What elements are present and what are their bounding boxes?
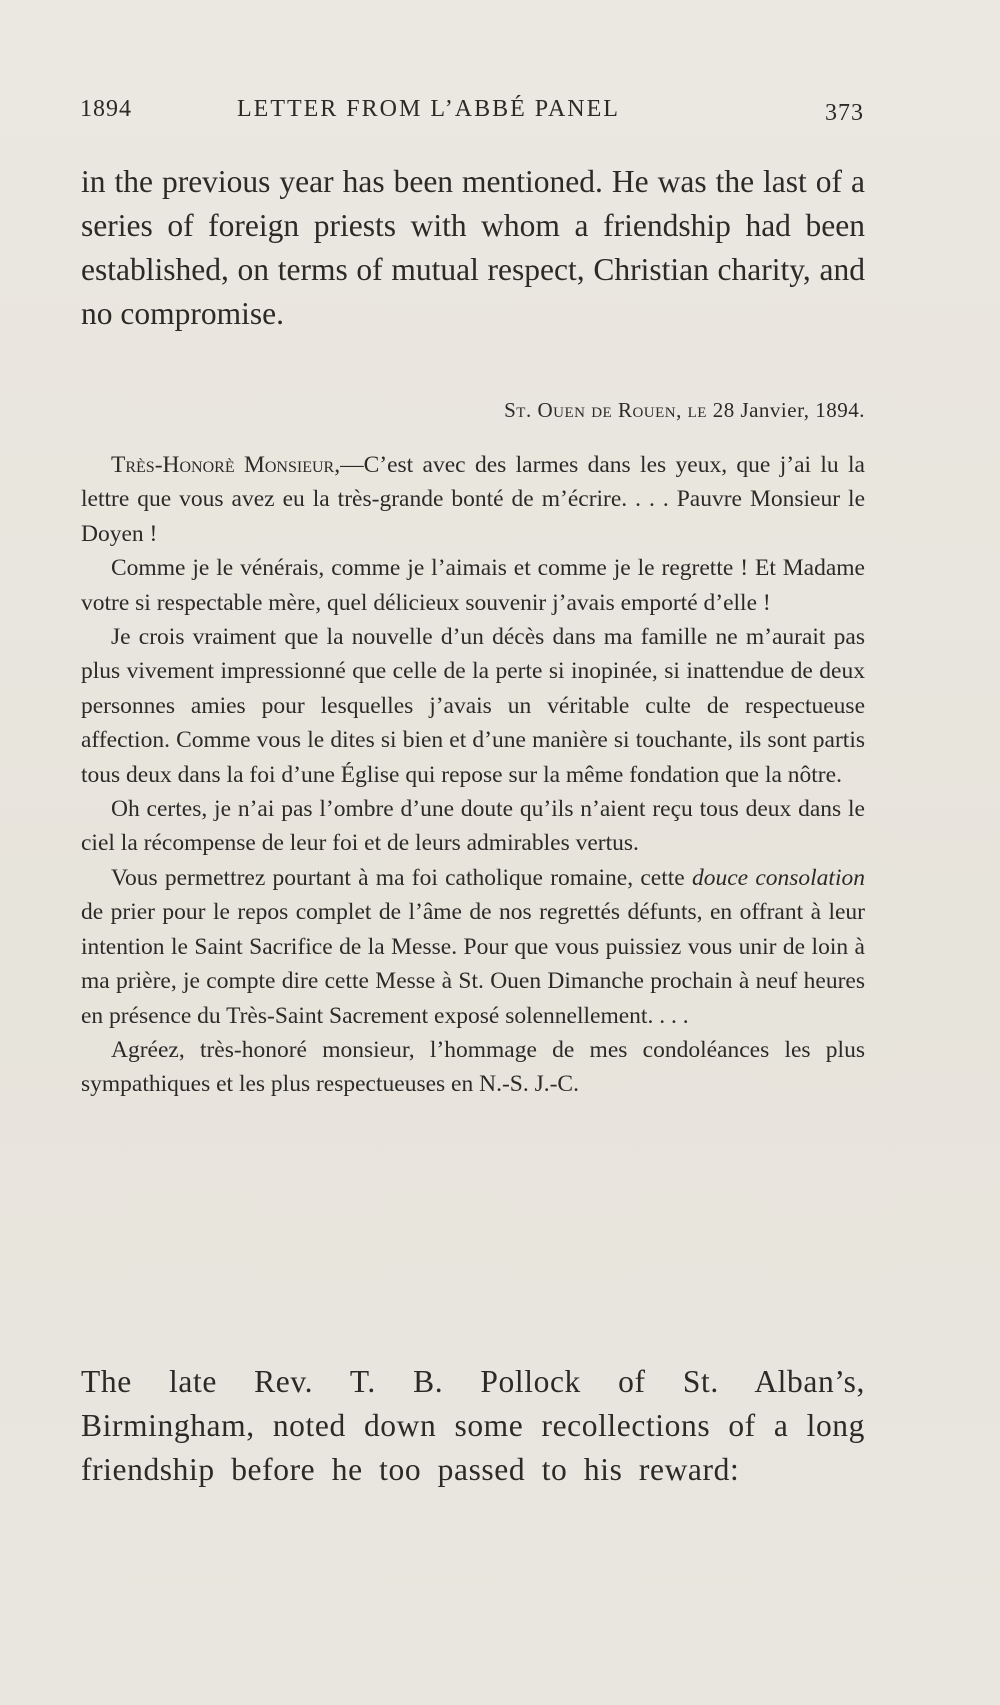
running-head-title: LETTER FROM L’ABBÉ PANEL [237,96,620,122]
intro-paragraph: in the previous year has been mentioned. He was the last of a series of foreign priests with whom a friendship had been established, on terms of mutual respect, Christian charity, and no compromise. [81,164,865,331]
letter-paragraph-4: Oh certes, je n’ai pas l’ombre d’une doute qu’ils n’aient reçu tous deux dans le ciel la récompense de leur foi et de leurs admirables vertus. [81,796,865,857]
letter-paragraph-2: Comme je le vénérais, comme je l’aimais et comme je le regrette ! Et Madame votre si respectable mère, quel délicieux souvenir j’avais emporté d’elle ! [81,555,865,616]
letter-paragraph-5-after: de prier pour le repos complet de l’âme de nos regrettés défunts, en offrant à leur intention le Saint Sacrifice de la Messe. Pour que vous puissiez vous unir de loin à ma prière, je compte dire cette Messe à St. Ouen Dimanche prochain à neuf heures en présence du Très-Saint Sacrement exposé solennellement. . . . [81,899,865,1029]
letter-paragraph-1-text: —C’est avec des larmes dans les yeux, que j’ai lu la lettre que vous avez eu la très-grande bonté de m’écrire. . . . Pauvre Monsieur le Doyen ! [81,452,865,547]
letter-paragraph-1 [81,448,865,551]
closing-paragraph: The late Rev. T. B. Pollock of St. Alban’s, Birmingham, noted down some recollections of a long friendship before he too passed to his reward: [81,1364,865,1487]
running-head-year: 1894 [80,96,132,122]
letter-salutation: Très-Honorè Monsieur, [111,452,341,478]
page-number: 373 [825,100,864,126]
letter-paragraph-6: Agréez, très-honoré monsieur, l’hommage de mes condoléances les plus sympathiques et les plus respectueuses en N.-S. J.-C. [81,1036,865,1098]
letter-paragraph-3: Je crois vraiment que la nouvelle d’un décès dans ma famille ne m’aurait pas plus vivement impressionné que celle de la perte si inopinée, si inattendue de deux personnes amies pour lesquelles j’avais un véritable culte de respectueuse affection. Comme vous le dites si bien et d’une manière si touchante, ils sont partis tous deux dans la foi d’une Église qui repose sur la même fondation que la nôtre. [81,624,865,788]
letter-body [81,448,865,1102]
letter-paragraph-5 [81,861,865,1033]
dateline-place: St. Ouen de Rouen, le [504,398,707,422]
running-head [80,96,864,132]
letter-dateline [504,398,865,423]
dateline-date: 28 Janvier, 1894. [712,398,865,422]
letter-paragraph-5-italic: douce consolation [691,864,865,891]
letter-paragraph-5-before: Vous permettrez pourtant à ma foi catholique romaine, cette [111,864,685,891]
